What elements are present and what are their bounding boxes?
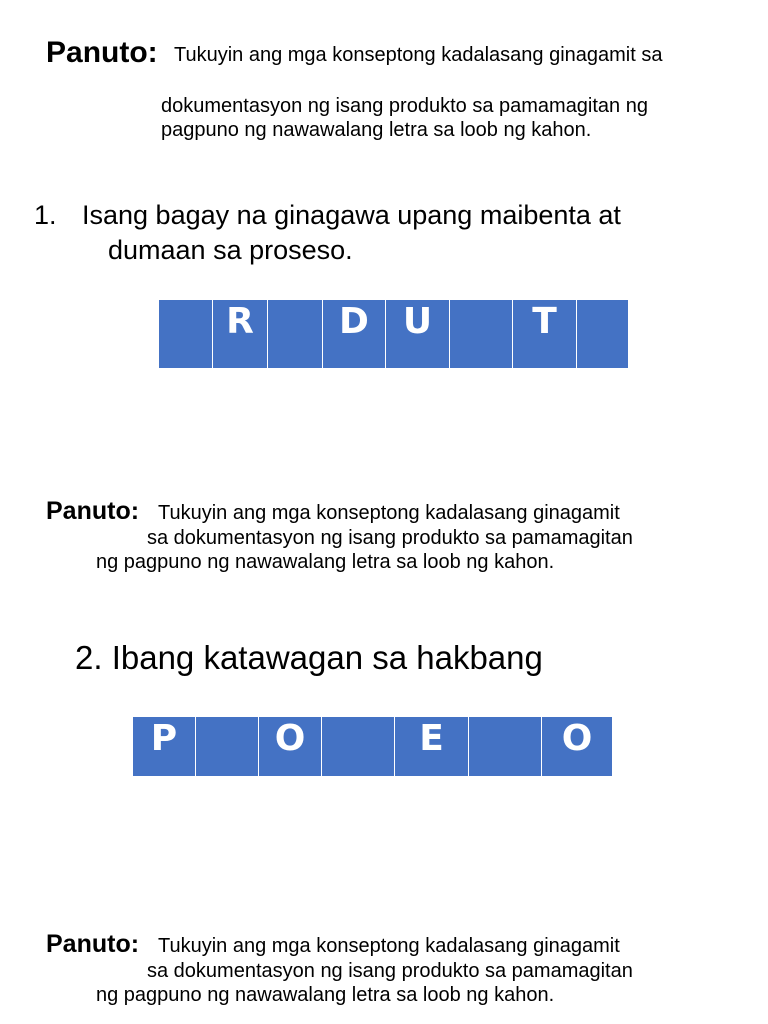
panuto-2-label: Panuto: (46, 497, 140, 525)
letter-box[interactable]: E (395, 717, 469, 776)
letter-box[interactable] (450, 300, 513, 368)
panuto-2-line1: Tukuyin ang mga konseptong kadalasang ginagamit (158, 502, 620, 524)
panuto-3-line3: ng pagpuno ng nawawalang letra sa loob ng kahon. (96, 984, 555, 1006)
letter-box[interactable]: O (259, 717, 322, 776)
letter-box[interactable]: D (323, 300, 386, 368)
letter-box[interactable] (322, 717, 395, 776)
panuto-1-line3: pagpuno ng nawawalang letra sa loob ng kahon. (161, 119, 592, 141)
letter-box[interactable]: U (386, 300, 450, 368)
panuto-1-label: Panuto: (46, 36, 158, 69)
answer-boxes-1 (159, 300, 628, 368)
question-1-number: 1. (34, 200, 57, 230)
panuto-3-label: Panuto: (46, 930, 140, 958)
answer-boxes-2 (133, 717, 612, 776)
panuto-2-line3: ng pagpuno ng nawawalang letra sa loob ng kahon. (96, 551, 555, 573)
question-1-line2: dumaan sa proseso. (108, 235, 353, 265)
question-1-line1: Isang bagay na ginagawa upang maibenta at (82, 200, 621, 230)
panuto-3-line2: sa dokumentasyon ng isang produkto sa pamamagitan (147, 960, 633, 982)
panuto-3-line1: Tukuyin ang mga konseptong kadalasang ginagamit (158, 935, 620, 957)
letter-box[interactable] (159, 300, 213, 368)
panuto-1-line1: Tukuyin ang mga konseptong kadalasang ginagamit sa (174, 44, 663, 66)
letter-box[interactable]: P (133, 717, 196, 776)
letter-box[interactable]: O (561, 718, 593, 759)
letter-box[interactable] (577, 300, 628, 368)
letter-box[interactable]: T (513, 300, 577, 368)
letter-box[interactable] (196, 717, 259, 776)
letter-box[interactable]: R (213, 300, 268, 368)
panuto-2-line2: sa dokumentasyon ng isang produkto sa pamamagitan (147, 527, 633, 549)
panuto-1-line2: dokumentasyon ng isang produkto sa pamamagitan ng (161, 95, 648, 117)
letter-box[interactable] (268, 300, 323, 368)
question-2: 2. Ibang katawagan sa hakbang (75, 639, 543, 676)
letter-box[interactable] (469, 717, 542, 776)
